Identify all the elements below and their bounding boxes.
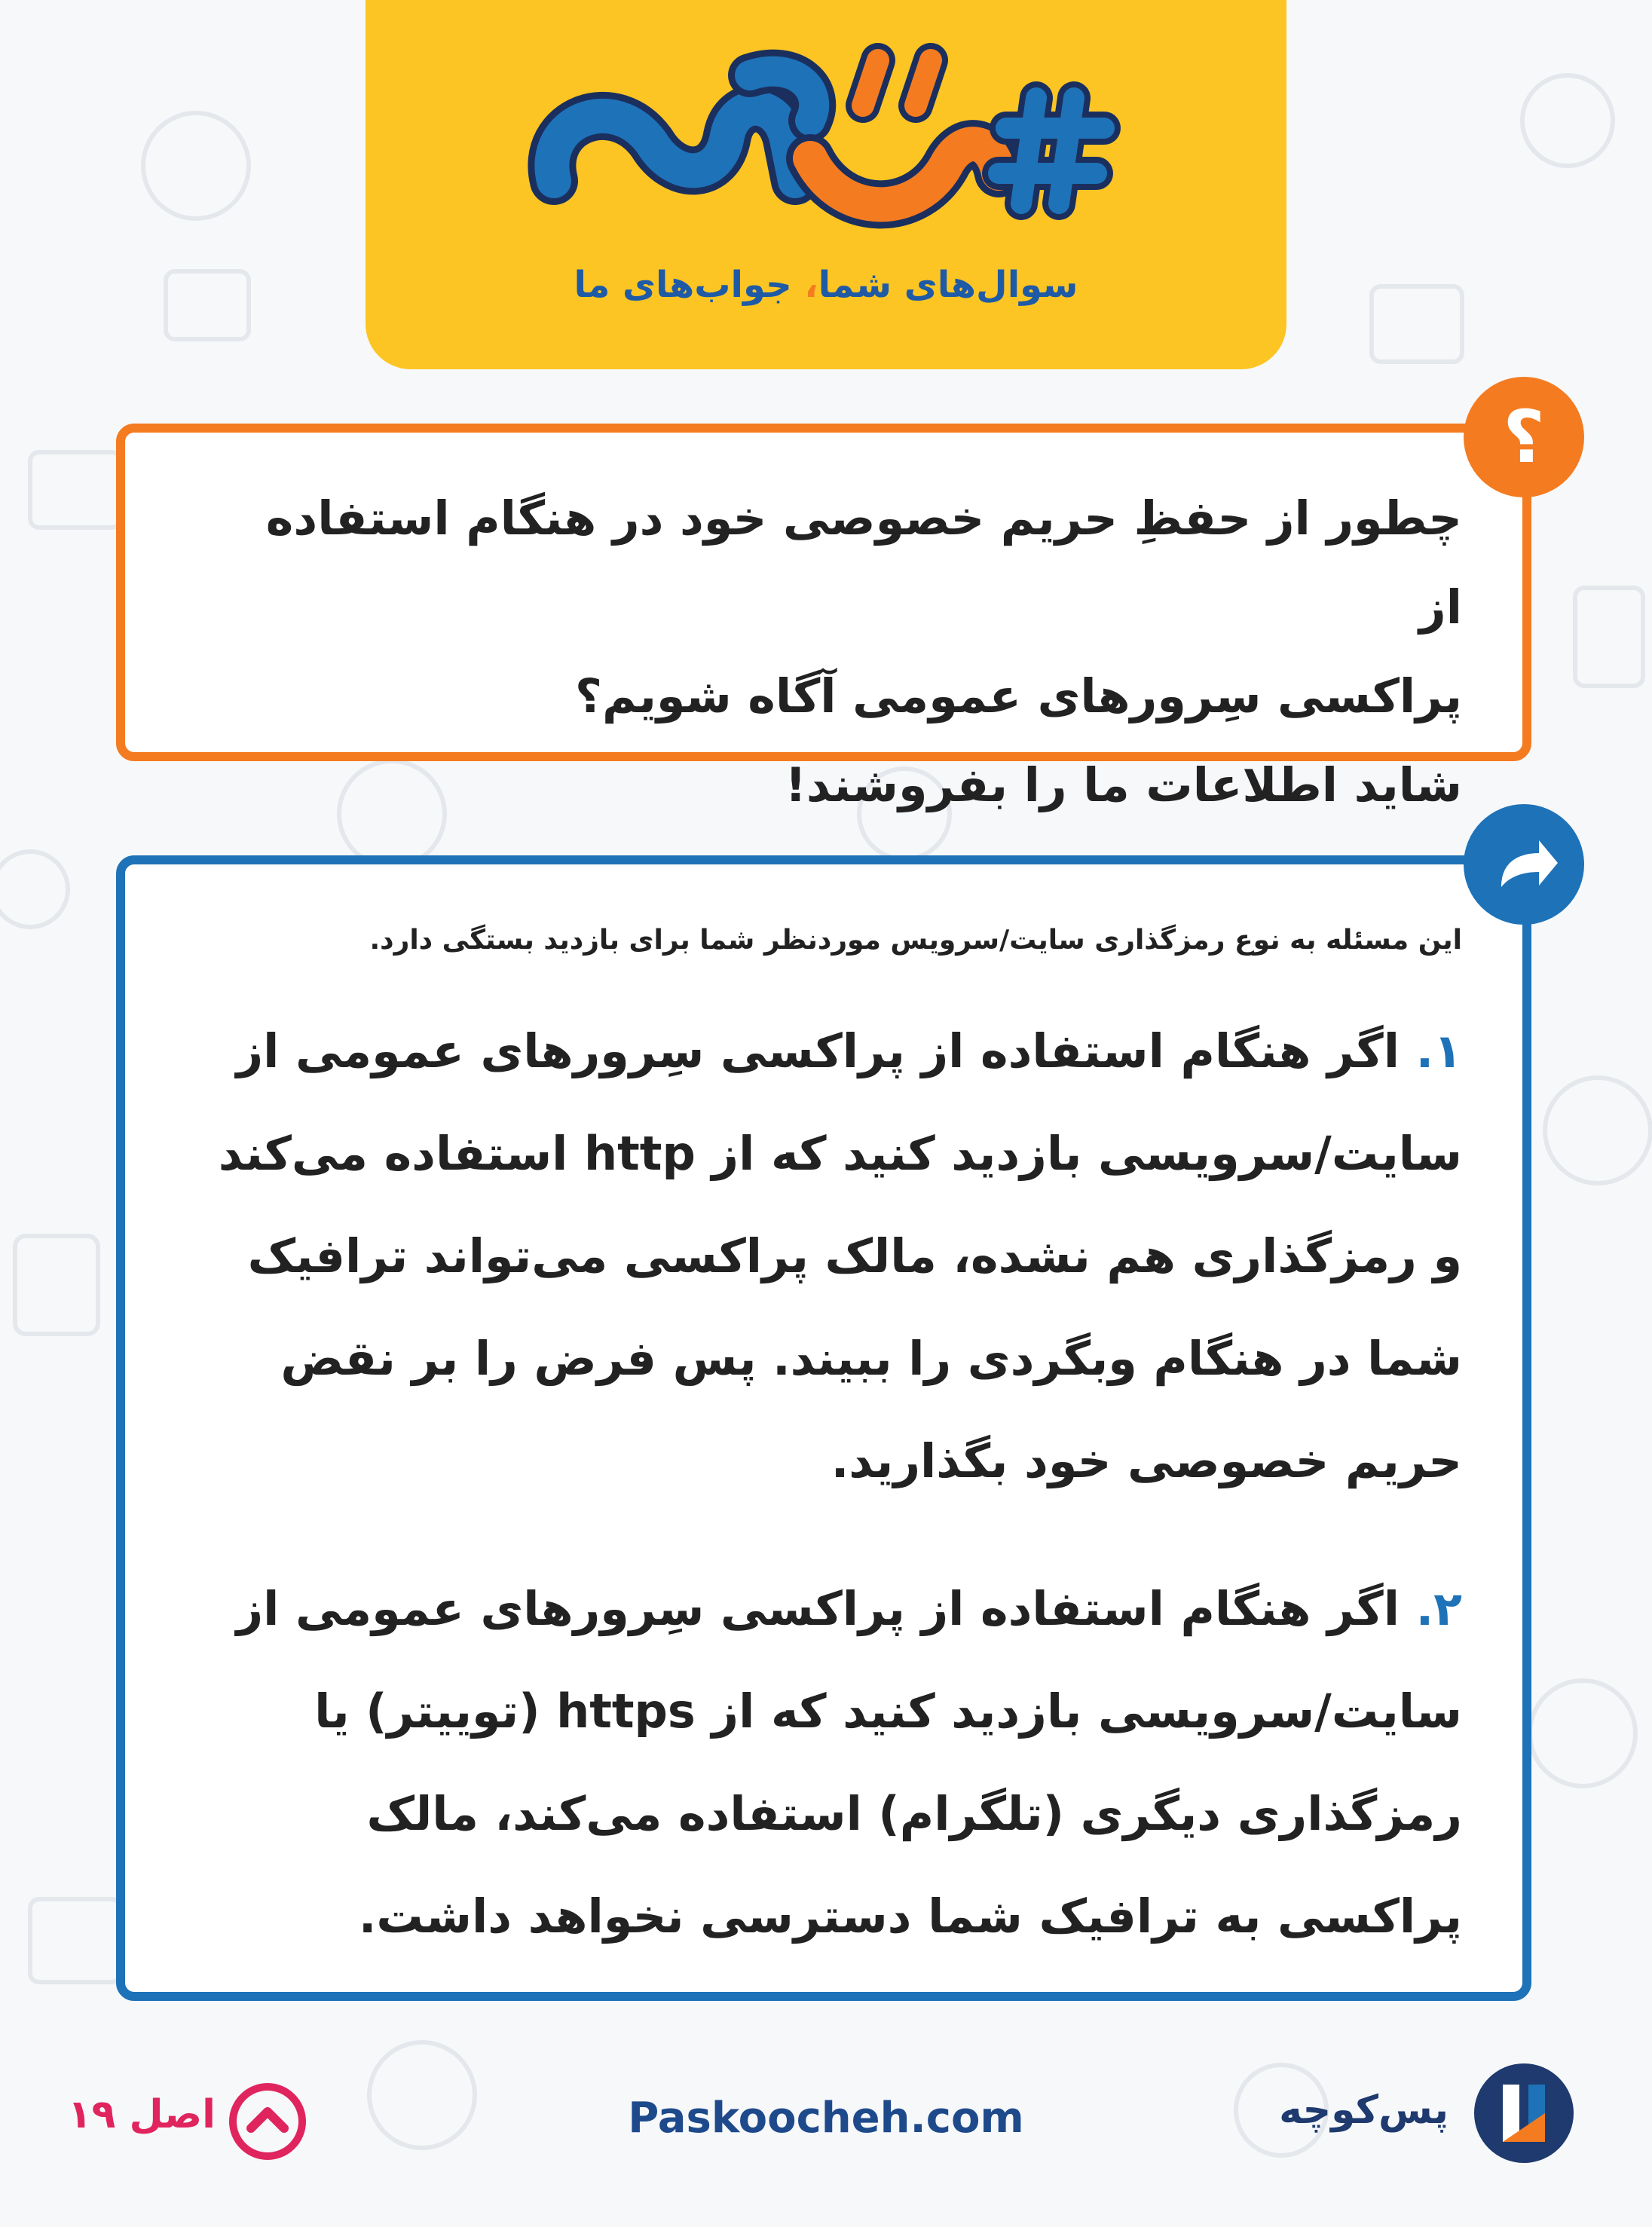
header-banner [366,0,1286,369]
answer-badge [1464,804,1584,925]
point-number: ۲. [1415,1581,1462,1636]
footer [0,2050,1652,2170]
answer-intro: این مسئله به نوع رمزگذاری سایت/سرویس موردنظر شما برای بازدید بستگی دارد. [369,925,1462,956]
principle-label: اصل ۱۹ [67,2092,216,2137]
point-text: اگر هنگام استفاده از پراکسی سِرورهای عمومی از سایت/سرویسی بازدید کنید که از http استفاده می‌کند و رمزگذاری هم نشده، مالک پراکسی می‌تواند ترافیک شما در هنگام وبگردی را ببیند. پس فرض را بر نقض حریم خصوصی خود بگذارید. [218,1023,1462,1488]
question-line: چطور از حفظِ حریم خصوصی خود در هنگام استفاده از [265,491,1462,635]
share-arrow-icon [1464,804,1584,925]
principle-circle-icon [226,2080,309,2163]
tagline [366,264,1286,306]
question-box [116,424,1531,812]
answer-point-2 [181,1558,1462,1968]
tagline-part1: سوال‌های شما [818,264,1078,306]
website-link[interactable]: Paskoocheh.com [628,2094,1024,2143]
brand-name: پس‌کوچه [1279,2088,1449,2133]
tagline-part2: جواب‌های ما [574,264,792,306]
answer-point-1 [181,1000,1462,1513]
sinjim-logo [524,30,1127,256]
point-text: اگر هنگام استفاده از پراکسی سِرورهای عمومی از سایت/سرویسی بازدید کنید که از https (توییتر) یا رمزگذاری دیگری (تلگرام) استفاده می‌کند، مالک پراکسی به ترافیک شما دسترسی نخواهد داشت. [236,1581,1462,1944]
hashtag-icon [999,98,1104,203]
question-line: پراکسی سِرورهای عمومی آگاه شویم؟ [575,668,1462,723]
tagline-separator: ، [804,264,818,306]
question-mark-icon: ؟ [1464,377,1584,497]
point-number: ۱. [1415,1023,1462,1078]
question-text [226,474,1462,830]
question-line: شاید اطلاعات ما را بفروشند! [785,757,1462,812]
answer-box [116,855,1531,2001]
